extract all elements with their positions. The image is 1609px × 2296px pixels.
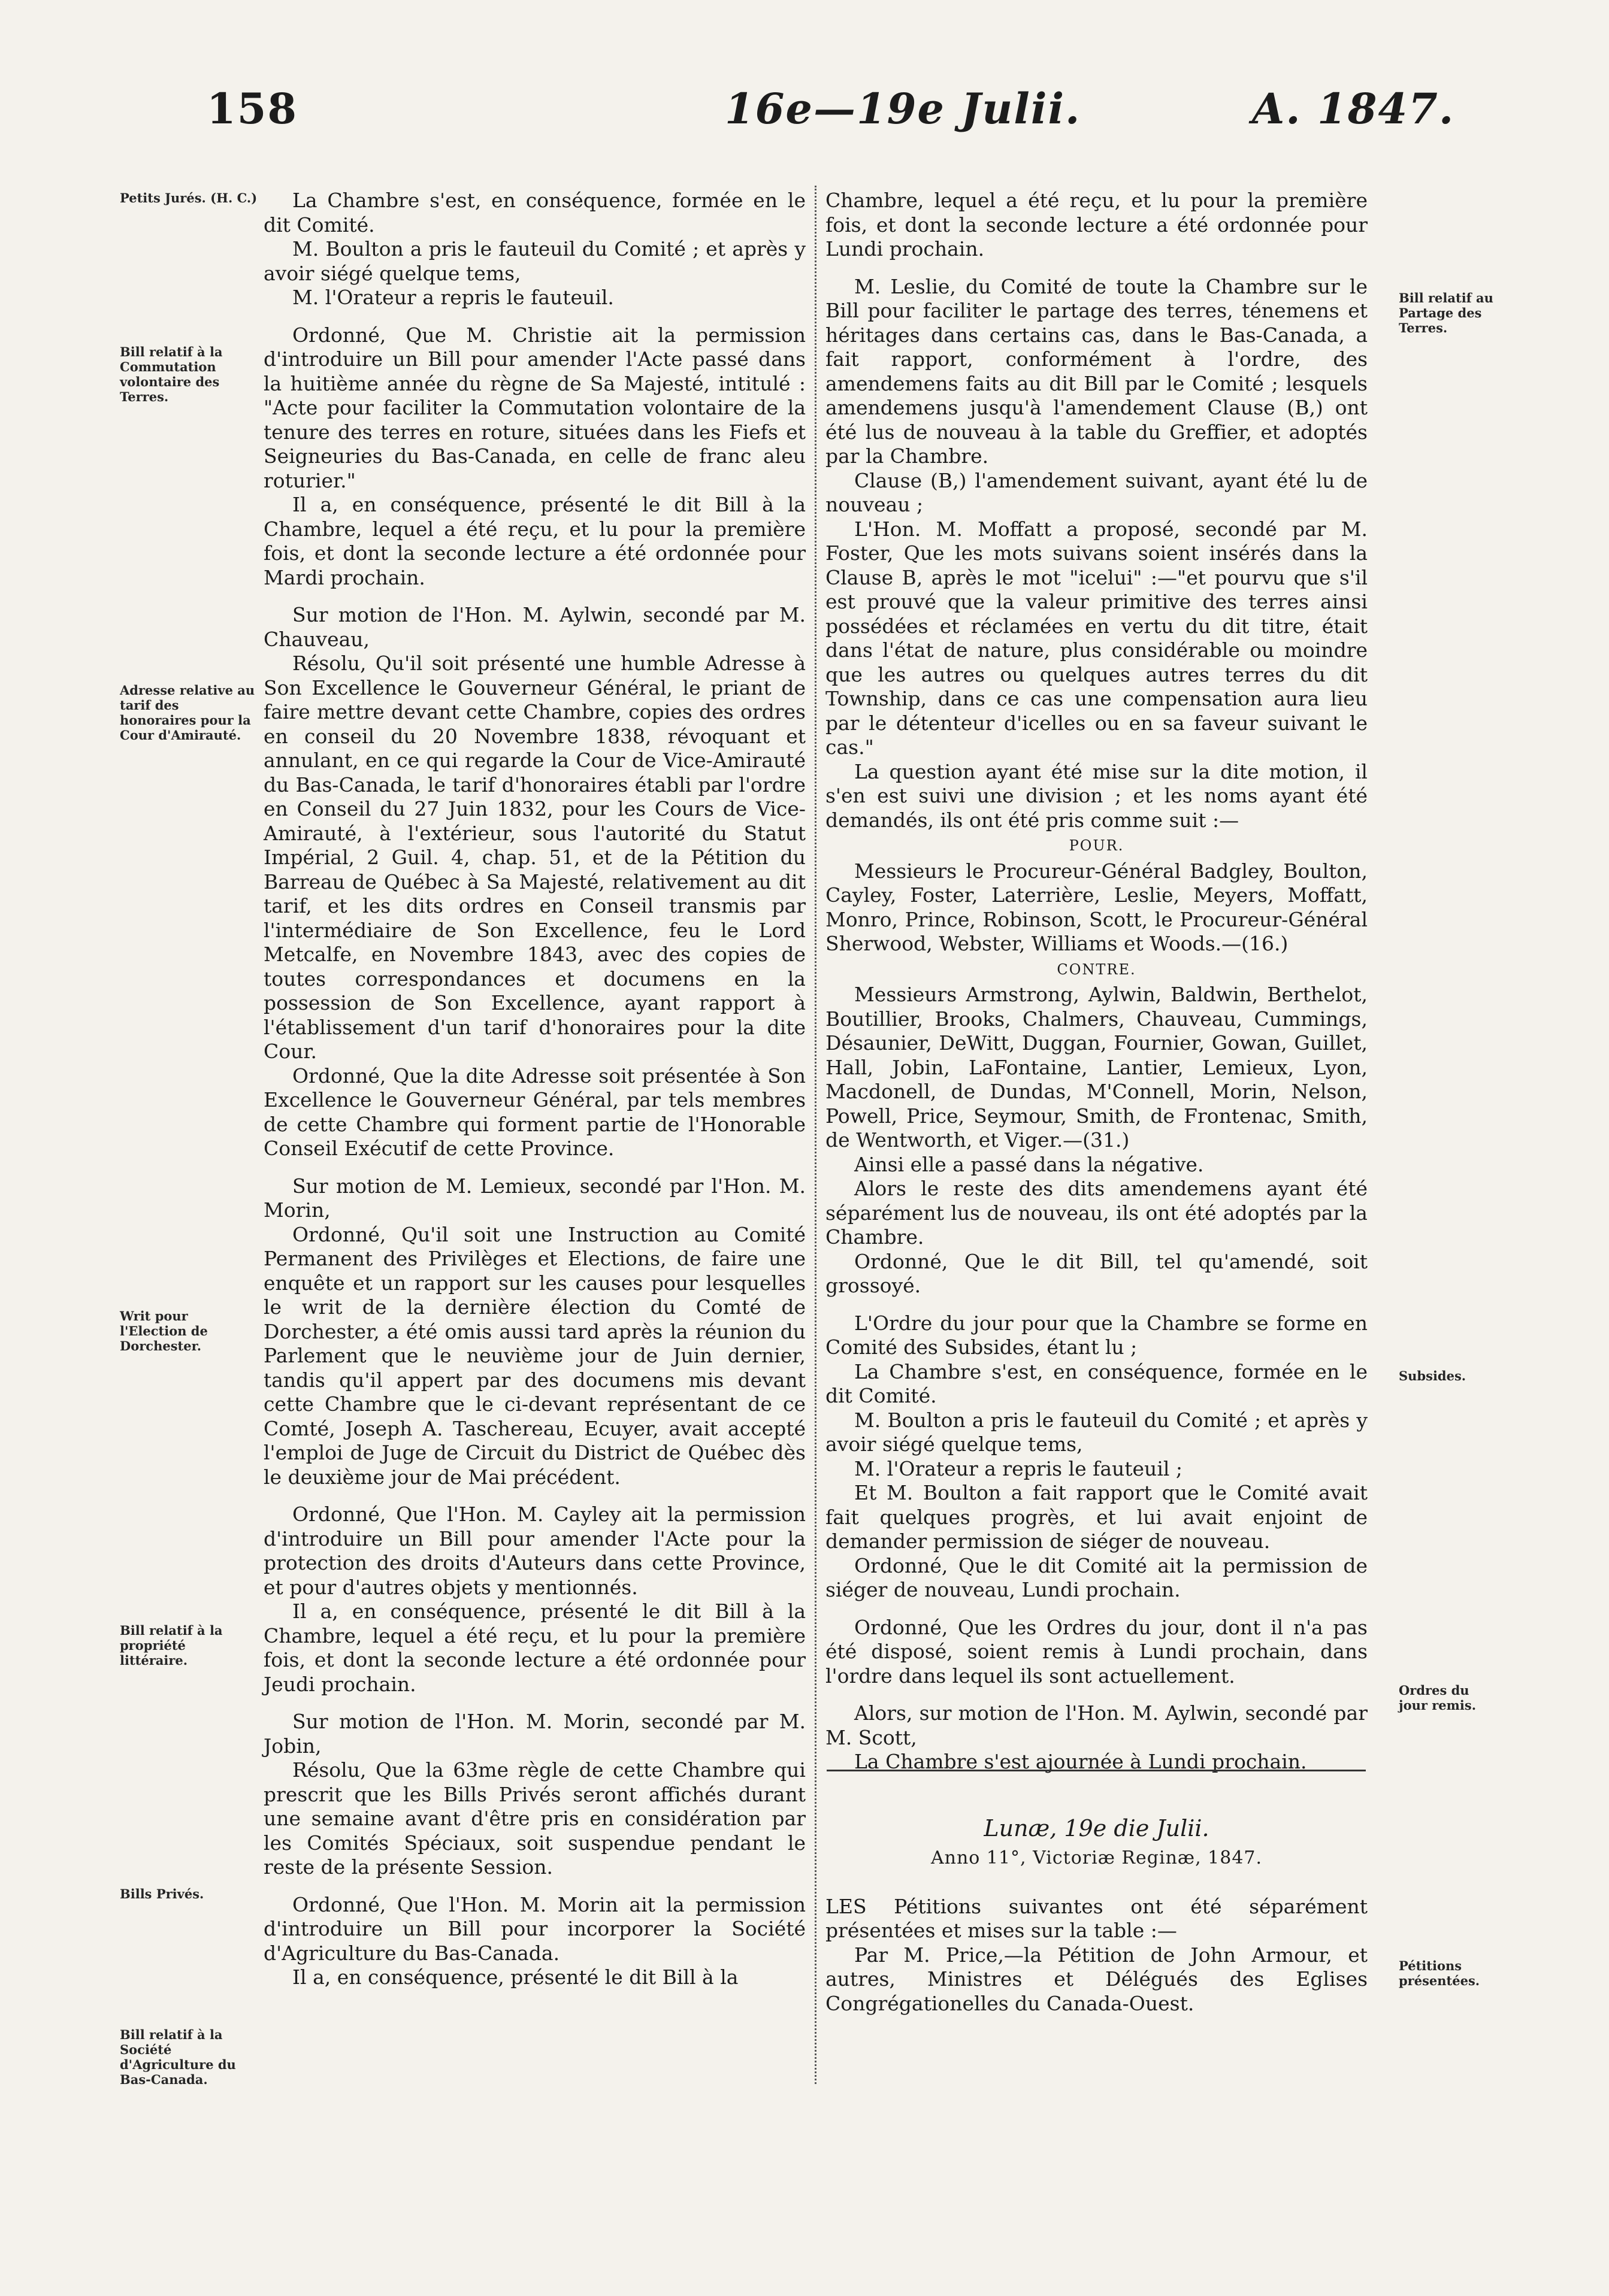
paragraph: Ordonné, Que l'Hon. M. Morin ait la permission d'introduire un Bill pour incorporer la Société d'Agriculture du Bas-Canada. <box>264 1892 806 1965</box>
paragraph: Ordonné, Que M. Christie ait la permission d'introduire un Bill pour amender l'Acte passé dans la huitième année du règne de Sa Majesté, intitulé : "Acte pour faciliter la Commutation volontaire de la tenure des terres en roture, situées dans les Fiefs et Seigneuries du Bas-Canada, en celle de franc aleu roturier." <box>264 323 806 492</box>
paragraph: Clause (B,) l'amendement suivant, ayant été lu de nouveau ; <box>825 468 1368 516</box>
paragraph: Sur motion de l'Hon. M. Morin, secondé par M. Jobin, <box>264 1710 806 1758</box>
paragraph: Messieurs le Procureur-Général Badgley, Boulton, Cayley, Foster, Laterrière, Leslie, Meyers, Moffatt, Monro, Prince, Robinson, Scott, le Procureur-Général Sherwood, Webster, Williams et Woods.—(16.) <box>825 859 1368 955</box>
margin-note-petitions: Pétitions présentées. <box>1399 1958 1480 1988</box>
paragraph: Sur motion de M. Lemieux, secondé par l'Hon. M. Morin, <box>264 1174 806 1222</box>
paragraph: Alors le reste des dits amendemens ayant été séparément lus de nouveau, ils ont été adoptés par la Chambre. <box>825 1177 1368 1249</box>
margin-note-petits-jures: Petits Jurés. (H. C.) <box>120 190 258 205</box>
paragraph: M. l'Orateur a repris le fauteuil. <box>292 286 614 309</box>
margin-note-commutation: Bill relatif à la Commutation volontaire des Terres. <box>120 344 223 404</box>
division-contre-heading: CONTRE. <box>1057 961 1136 978</box>
page-year: A. 1847. <box>1252 84 1455 134</box>
column-divider <box>815 186 816 2084</box>
paragraph: M. Leslie, du Comité de toute la Chambre sur le Bill pour faciliter le partage des terres, ténemens et héritages dans certains cas, dans le Bas-Canada, a fait rapport, conformément à l'ordre, des amendemens faits au dit Bill par le Comité ; lesquels amendemens jusqu'à l'amendement Clause (B,) ont été lus de nouveau à la table du Greffier, et adoptés par la Chambre. <box>825 274 1368 468</box>
paragraph: Il a, en conséquence, présenté le dit Bill à la Chambre, lequel a été reçu, et lu pour la première fois, et dont la seconde lecture a été ordonnée pour Mardi prochain. <box>264 493 806 589</box>
margin-note-subsides: Subsides. <box>1399 1368 1466 1383</box>
paragraph: Ordonné, Que les Ordres du jour, dont il n'a pas été disposé, soient remis à Lundi prochain, dans l'ordre dans lequel ils sont actuellement. <box>825 1615 1368 1688</box>
paragraph: Sur motion de l'Hon. M. Aylwin, secondé par M. Chauveau, <box>264 603 806 651</box>
paragraph: Il a, en conséquence, présenté le dit Bill à la Chambre, lequel a été reçu, et lu pour la première fois, et dont la seconde lecture a été ordonnée pour Jeudi prochain. <box>264 1600 806 1696</box>
margin-note-societe-agriculture: Bill relatif à la Société d'Agriculture du Bas-Canada. <box>120 2027 236 2087</box>
paragraph: La Chambre s'est ajournée à Lundi prochain. <box>854 1750 1307 1773</box>
margin-note-partage-terres: Bill relatif au Partage des Terres. <box>1399 290 1493 335</box>
paragraph: L'Ordre du jour pour que la Chambre se forme en Comité des Subsides, étant lu ; <box>825 1311 1368 1359</box>
right-column <box>825 189 1368 2016</box>
paragraph: Messieurs Armstrong, Aylwin, Baldwin, Berthelot, Boutillier, Brooks, Chalmers, Chauveau, Cummings, Désaunier, DeWitt, Duggan, Fournier, Gowan, Guillet, Hall, Jobin, LaFontaine, Lantier, Lemieux, Lyon, Macdonell, de Dundas, M'Connell, Morin, Nelson, Powell, Price, Seymour, Smith, de Frontenac, Smith, de Wentworth, et Viger.—(31.) <box>825 983 1368 1152</box>
page-dates: 16e—19e Julii. <box>725 84 1081 134</box>
margin-note-adresse-tarif: Adresse relative au tarif des honoraires pour la Cour d'Amirauté. <box>120 683 255 743</box>
paragraph: La Chambre s'est, en conséquence, formée en le dit Comité. <box>825 1359 1368 1407</box>
paragraph: La Chambre s'est, en conséquence, formée en le dit Comité. <box>264 189 806 237</box>
paragraph: Ainsi elle a passé dans la négative. <box>854 1152 1204 1176</box>
margin-note-ordres-remis: Ordres du jour remis. <box>1399 1683 1477 1713</box>
margin-note-writ-dorchester: Writ pour l'Election de Dorchester. <box>120 1308 208 1353</box>
paragraph: Résolu, Que la 63me règle de cette Chambre qui prescrit que les Bills Privés seront affichés durant une semaine avant d'être pris en considération par les Comités Spéciaux, soit suspendue pendant le reste de la présente Session. <box>264 1758 806 1879</box>
paragraph: Alors, sur motion de l'Hon. M. Aylwin, secondé par M. Scott, <box>825 1701 1368 1749</box>
paragraph: Par M. Price,—la Pétition de John Armour, et autres, Ministres et Délégués des Eglises Congrégationelles du Canada-Ouest. <box>825 1943 1368 2015</box>
section-rule <box>827 1770 1366 1771</box>
paragraph: Chambre, lequel a été reçu, et lu pour la première fois, et dont la seconde lecture a été ordonnée pour Lundi prochain. <box>825 189 1368 261</box>
paragraph: Il a, en conséquence, présenté le dit Bill à la <box>292 1965 739 1989</box>
left-column <box>264 189 806 1990</box>
paragraph: Ordonné, Que le dit Comité ait la permission de siéger de nouveau, Lundi prochain. <box>825 1553 1368 1601</box>
paragraph: Ordonné, Que la dite Adresse soit présentée à Son Excellence le Gouverneur Général, par tels membres de cette Chambre qui forment partie de l'Honorable Conseil Exécutif de cette Province. <box>264 1064 806 1160</box>
page-number: 158 <box>207 84 298 134</box>
paragraph: L'Hon. M. Moffatt a proposé, secondé par M. Foster, Que les mots suivans soient insérés dans la Clause B, après le mot "icelui" :—"et pourvu que s'il est prouvé que la valeur primitive des terres ainsi possédées et réclamées en vertu du dit titre, était dans l'état de nature, plus considérable ou moindre que les autres ou quelques autres terres du dit Township, dans ce cas une compensation aura lieu par le détenteur d'icelles ou en sa faveur suivant le cas." <box>825 517 1368 759</box>
paragraph: M. l'Orateur a repris le fauteuil ; <box>854 1456 1183 1480</box>
paragraph: Résolu, Qu'il soit présenté une humble Adresse à Son Excellence le Gouverneur Général, le priant de faire mettre devant cette Chambre, copies des ordres en conseil du 20 Novembre 1838, révoquant et annulant, en ce qui regarde la Cour de Vice-Amirauté du Bas-Canada, le tarif d'honoraires établi par l'ordre en Conseil du 27 Juin 1832, pour les Cours de Vice-Amirauté, à l'extérieur, sous l'autorité du Statut Impérial, 2 Guil. 4, chap. 51, et de la Pétition du Barreau de Québec à Sa Majesté, relativement au dit tarif, et les dits ordres en Conseil transmis par l'intermédiaire de Son Excellence, feu le Lord Metcalfe, en Novembre 1843, avec des copies de toutes correspondances et documens en la possession de Son Excellence, ayant rapport à l'établissement d'un tarif d'honoraires pour la dite Cour. <box>264 652 806 1063</box>
paragraph: Ordonné, Que le dit Bill, tel qu'amendé, soit grossoyé. <box>825 1249 1368 1297</box>
sitting-date-heading: Lunæ, 19e die Julii. <box>984 1815 1209 1841</box>
paragraph: LES Pétitions suivantes ont été séparément présentées et mises sur la table :— <box>825 1894 1368 1942</box>
margin-note-propriete-litteraire: Bill relatif à la propriété littéraire. <box>120 1623 223 1668</box>
paragraph: M. Boulton a pris le fauteuil du Comité ; et après y avoir siégé quelque tems, <box>264 237 806 285</box>
paragraph: La question ayant été mise sur la dite motion, il s'en est suivi une division ; et les noms ayant été demandés, ils ont été pris comme suit :— <box>825 759 1368 832</box>
regnal-year-heading: Anno 11°, Victoriæ Reginæ, 1847. <box>930 1847 1263 1868</box>
margin-note-bills-prives: Bills Privés. <box>120 1886 204 1901</box>
paragraph: Ordonné, Qu'il soit une Instruction au Comité Permanent des Privilèges et Elections, de faire une enquête et un rapport sur les causes pour lesquelles le writ de la dernière élection du Comté de Dorchester, a été omis aussi tard après la réunion du Parlement que le neuvième jour de Juin dernier, tandis qu'il appert par des documens mis devant cette Chambre que le ci-devant représentant de ce Comté, Joseph A. Taschereau, Ecuyer, avait accepté l'emploi de Juge de Circuit du District de Québec dès le deuxième jour de Mai précédent. <box>264 1222 806 1489</box>
paragraph: Et M. Boulton a fait rapport que le Comité avait fait quelques progrès, et lui avait enjoint de demander permission de siéger de nouveau. <box>825 1481 1368 1553</box>
paragraph: M. Boulton a pris le fauteuil du Comité ; et après y avoir siégé quelque tems, <box>825 1408 1368 1456</box>
paragraph: Ordonné, Que l'Hon. M. Cayley ait la permission d'introduire un Bill pour amender l'Acte pour la protection des droits d'Auteurs dans cette Province, et pour d'autres objets y mentionnés. <box>264 1503 806 1599</box>
division-pour-heading: POUR. <box>1069 837 1124 854</box>
